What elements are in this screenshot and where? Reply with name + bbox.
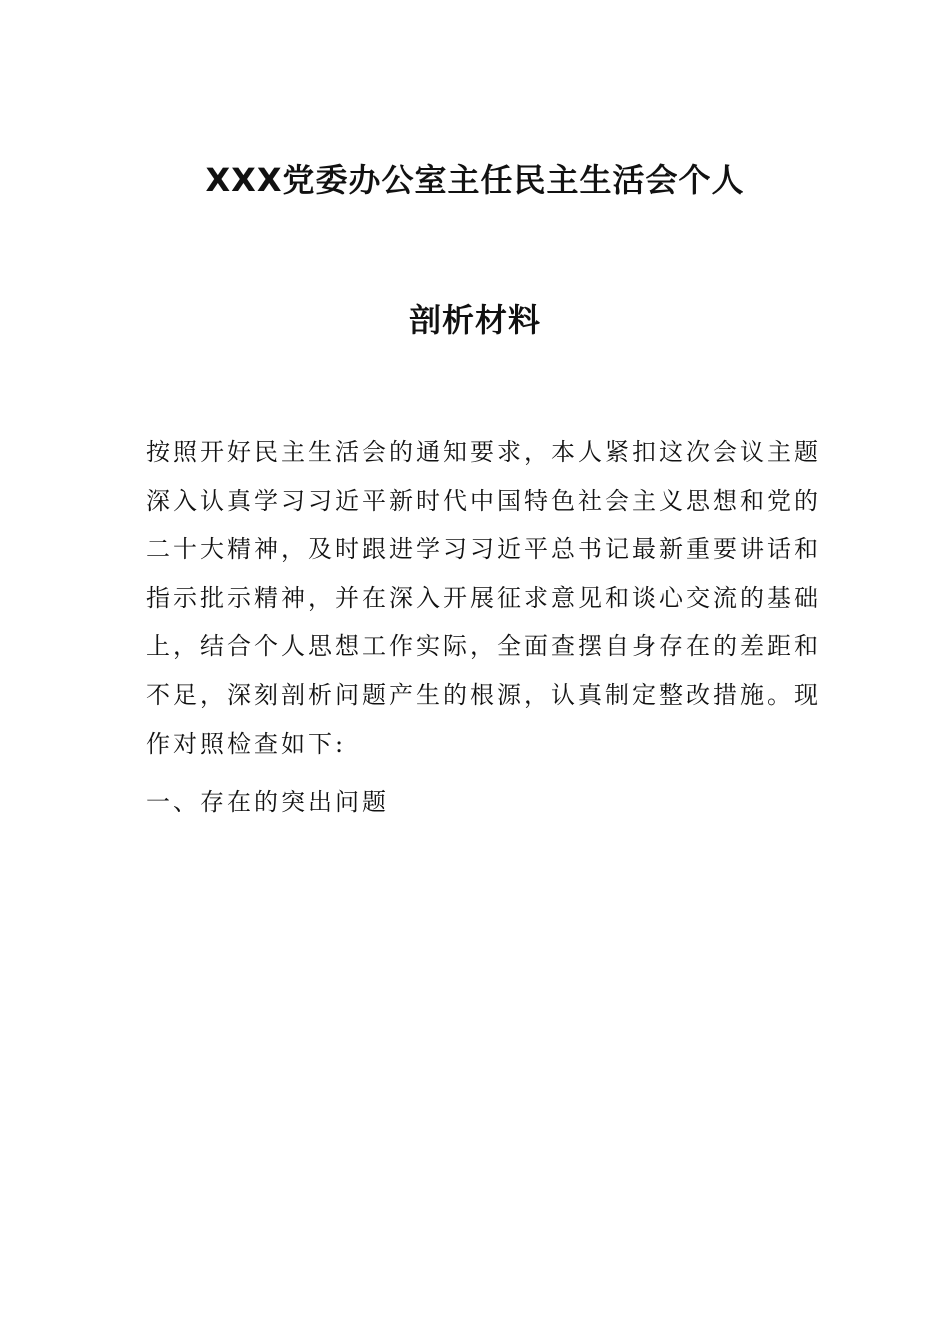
paragraph-line: 深入认真学习习近平新时代中国特色社会主义思想和党的 [146, 486, 821, 515]
document-title-line-1: XXX党委办公室主任民主生活会个人 [205, 161, 745, 199]
paragraph-line: 不足，深刻剖析问题产生的根源，认真制定整改措施。现 [146, 680, 821, 709]
paragraph-line: 作对照检查如下: [146, 729, 347, 758]
section-heading: 一、存在的突出问题 [146, 788, 389, 816]
intro-paragraph [146, 428, 821, 768]
paragraph-line: 上，结合个人思想工作实际，全面查摆自身存在的差距和 [146, 632, 821, 661]
document-title-line-2: 剖析材料 [408, 301, 541, 339]
paragraph-line: 二十大精神，及时跟进学习习近平总书记最新重要讲话和 [146, 535, 821, 564]
paragraph-line: 指示批示精神，并在深入开展征求意见和谈心交流的基础 [146, 583, 821, 612]
paragraph-line: 按照开好民主生活会的通知要求，本人紧扣这次会议主题 [146, 438, 821, 466]
